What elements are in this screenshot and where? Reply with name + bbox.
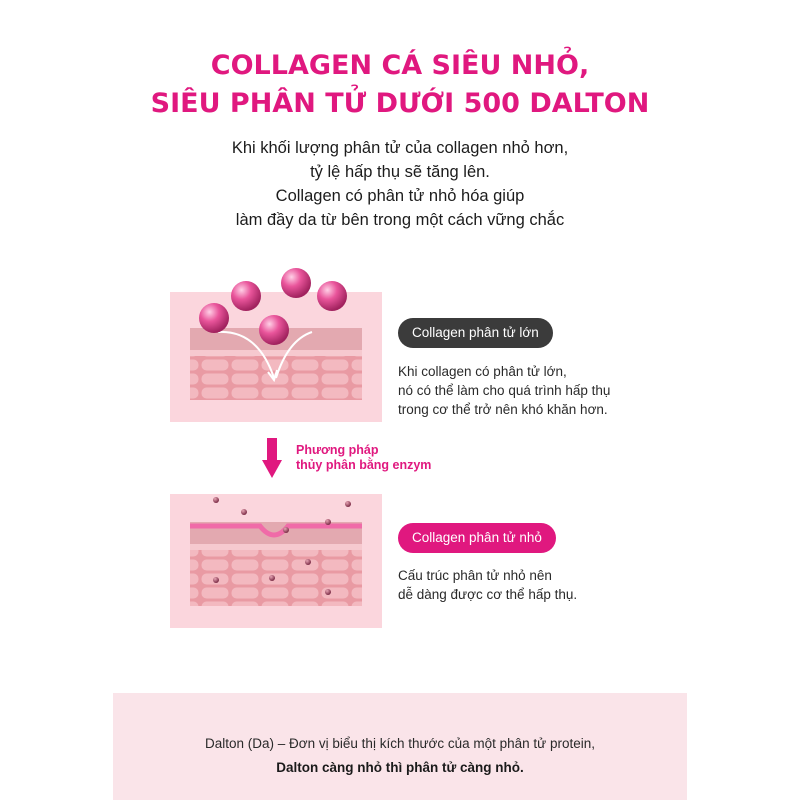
footer-note-line-1: Dalton (Da) – Đơn vị biểu thị kích thước của một phân tử protein,	[205, 736, 595, 751]
headline-line-2: SIÊU PHÂN TỬ DƯỚI 500 DALTON	[150, 88, 650, 119]
large-molecule-description	[398, 362, 610, 419]
description-line: nó có thể làm cho quá trình hấp thụ	[398, 383, 611, 398]
intro-line: làm đầy da từ bên trong một cách vững chắc	[235, 211, 565, 229]
small-molecule-illustration	[170, 488, 382, 628]
description-line: Cấu trúc phân tử nhỏ nên	[398, 568, 552, 583]
large-molecule-label: Collagen phân tử lớn	[398, 318, 553, 348]
small-molecule-label: Collagen phân tử nhỏ	[398, 523, 556, 553]
large-molecule-illustration	[170, 260, 382, 422]
intro-line: Collagen có phân tử nhỏ hóa giúp	[275, 187, 525, 205]
intro-line: Khi khối lượng phân tử của collagen nhỏ hơn,	[231, 139, 569, 157]
intro-text	[0, 136, 800, 232]
headline-line-1: COLLAGEN CÁ SIÊU NHỎ,	[210, 50, 590, 81]
description-line: Khi collagen có phân tử lớn,	[398, 364, 567, 379]
small-molecule-description	[398, 566, 577, 604]
hydrolysis-method-label	[296, 443, 431, 473]
description-line: dễ dàng được cơ thể hấp thụ.	[398, 587, 578, 602]
method-line-1: Phương pháp	[296, 443, 379, 457]
description-line: trong cơ thể trở nên khó khăn hơn.	[398, 402, 608, 417]
arrow-down-icon	[262, 438, 282, 478]
footer-note-line-2: Dalton càng nhỏ thì phân tử càng nhỏ.	[276, 760, 524, 775]
method-line-2: thủy phân bằng enzym	[296, 458, 432, 472]
intro-line: tỷ lệ hấp thụ sẽ tăng lên.	[310, 163, 490, 181]
